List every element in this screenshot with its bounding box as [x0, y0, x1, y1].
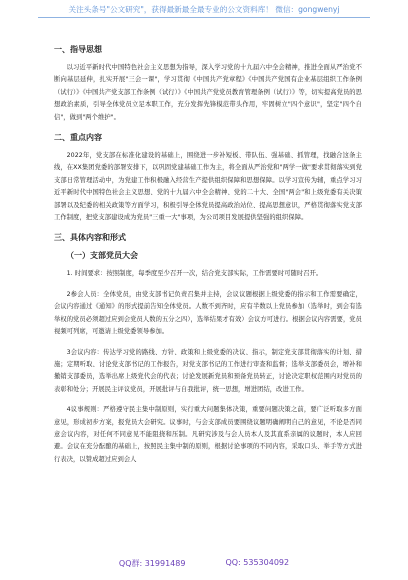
document-body [54, 44, 362, 474]
footer-qq: QQ: 535304092 [225, 558, 290, 567]
paragraph: 4议事规则：严格遵守民主集中制原则，实行重大问题集体决策，重要问题决策之前，要广泛听取多方面意见，形成初步方案，报党员大会研究。议事时，与会支部成员要围绕议题明确阐明自己的意见，不论是否同意会议内容，对任何不同意见不能阻挠和压制。凡研究涉及与会人员本人及其直系亲属的议题时，本人应回避。会议在充分酝酿的基础上，按照民主集中制的原则，根据讨论事项的不同内容，采取口头、举手等方式进行表决，以赞成超过应到会人 [54, 406, 362, 463]
subsection-heading-party-member-meeting: （一）支部党员大会 [66, 251, 138, 261]
paragraph: 3会议内容：传达学习党的路线、方针、政策和上级党委的决议、指示，制定党支部贯彻落实的计划、措施；定期听取、讨论党支部书记的工作报告，对党支部书记的工作进行审查和监督；选举支部委员会，增补和撤销支部委员，选举出席上级党代会的代表；讨论发展新党员和预备党员转正，讨论决定职权范围内对党员的表彰和处分；开展民主评议党员，开展批评与自我批评，统一思想，增进团结，改进工作。 [54, 348, 362, 393]
paragraph: 2参会人员：全体党员，由党支部书记负责召集并主持，会议议题根据上级党委的指示和工作需要确定，会议内容通过《通知》的形式提前告知全体党员。人数不到齐时，应有半数以上党员参加（选举时，到会有选举权的党员必须超过应到会党员人数的五分之四），选举结果才有效）会议方可进行。根据会议内容需要，党员视频可列席，可邀请上级党委领导参加。 [54, 290, 362, 336]
section-heading-specific-content: 三、具体内容和形式 [54, 233, 126, 243]
footer-contact [0, 558, 408, 569]
header-banner: 关注头条号"公文研究"，获得最新最全最专业的公文资料库！ 微信：gongwenyj [38, 4, 370, 18]
section-heading-guiding-ideology: 一、指导思想 [54, 45, 102, 54]
paragraph: 2022年，党支部在标准化建设的基础上，围绕进一步补短板、带队伍、强基础、抓管理，找融合这条主线，在XX集团党委的部署安排下，以巩固党建基础工作为主，将全面从严治党和"两学一做"要求贯彻落实到党支部日常管理活动中，为党建工作积极融入经营生产提供组织保障和思想保障。以学习宣传为辅，重点学习习近平新时代中国特色社会主义思想、党的十九届六中全会精神、党的二十大、全国"两会"和上级党委有关决策部署以及纪委的相关政策等方面学习，积极引导全体党员提高政治站位、提高思想意识，严格贯彻落实党支部工作制度，把党支部建设成为党员"三重一大"事项，为公司项目发展提供坚强的组织保障。 [54, 152, 362, 222]
paragraph: 1. 时间要求：按照制度，每季度至少召开一次，结合党支部实际，工作需要时可随时召开。 [66, 270, 323, 278]
paragraph: 以习近平新时代中国特色社会主义思想为指导，深入学习党的十九届六中全会精神，推进全面从严治党不断向基层延伸，扎实开展"三会一课"，学习贯彻《中国共产党章程》《中国共产党国有企业基层组织工作条例（试行）》《中国共产党支部工作条例（试行）》《中国共产党党员教育管理条例（试行）》等，切实提高党员的思想政治素质，引导全体党员立足本职工作，充分发挥先锋模范带头作用，牢固树立"四个意识"，坚定"四个自信"，做到"两个维护"。 [54, 64, 362, 121]
section-heading-key-content: 二、重点内容 [54, 133, 102, 143]
footer-qq-group: QQ群: 31991489 [118, 559, 186, 568]
